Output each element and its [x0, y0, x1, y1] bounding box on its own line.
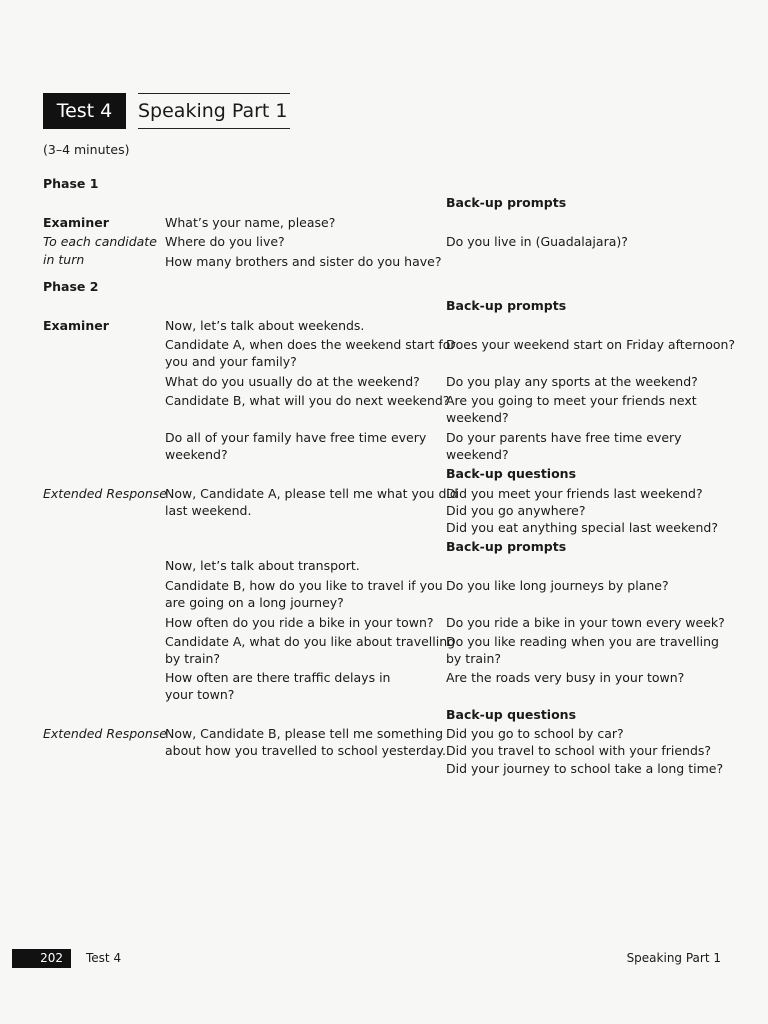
transport-prompt-4-line1: Do you like reading when you are travelling	[446, 634, 719, 649]
transport-question-5-line2: your town?	[165, 687, 235, 702]
transport-backup-heading: Back-up prompts	[446, 539, 567, 554]
transport-question-4-line2: by train?	[165, 651, 221, 666]
phase2-backup-question-1: Did you meet your friends last weekend?	[446, 486, 703, 501]
phase2-question-5-line1: Do all of your family have free time every	[165, 430, 427, 445]
footer-left-label: Test 4	[86, 951, 122, 965]
transport-prompt-4-line2: by train?	[446, 651, 502, 666]
phase2-question-2-line1: Candidate A, when does the weekend start for	[165, 337, 456, 352]
phase2-prompt-5-line2: weekend?	[446, 447, 509, 462]
transport-question-2-line2: are going on a long journey?	[165, 595, 344, 610]
duration-text: (3–4 minutes)	[43, 142, 130, 157]
transport-question-1: Now, let’s talk about transport.	[165, 558, 360, 573]
phase2-question-1: Now, let’s talk about weekends.	[165, 318, 365, 333]
phase2-extended-question-line1: Now, Candidate A, please tell me what you did	[165, 486, 458, 501]
transport-prompt-3: Do you ride a bike in your town every week?	[446, 615, 725, 630]
transport-extended-question-line2: about how you travelled to school yesterday.	[165, 743, 446, 758]
phase2-prompt-4-line2: weekend?	[446, 410, 509, 425]
phase1-heading: Phase 1	[43, 176, 99, 191]
transport-question-2-line1: Candidate B, how do you like to travel if you	[165, 578, 443, 593]
test-label-box: Test 4	[43, 93, 126, 129]
transport-backup-question-1: Did you go to school by car?	[446, 726, 624, 741]
phase1-examiner-label: Examiner	[43, 215, 109, 230]
phase2-backup-question-3: Did you eat anything special last weekend?	[446, 520, 718, 535]
phase2-question-2-line2: you and your family?	[165, 354, 297, 369]
phase1-note-line1: To each candidate	[43, 234, 157, 249]
phase2-question-3: What do you usually do at the weekend?	[165, 374, 420, 389]
phase2-extended-question-line2: last weekend.	[165, 503, 252, 518]
transport-question-5-line1: How often are there traffic delays in	[165, 670, 391, 685]
phase2-extended-response-label: Extended Response	[43, 486, 167, 501]
phase2-prompt-2: Does your weekend start on Friday afternoon?	[446, 337, 736, 352]
transport-extended-question-line1: Now, Candidate B, please tell me something	[165, 726, 444, 741]
phase2-backup-question-2: Did you go anywhere?	[446, 503, 586, 518]
transport-prompt-5: Are the roads very busy in your town?	[446, 670, 685, 685]
phase2-question-4: Candidate B, what will you do next weekend?	[165, 393, 450, 408]
phase2-backup-heading: Back-up prompts	[446, 298, 567, 313]
phase1-question-1: What’s your name, please?	[165, 215, 336, 230]
phase1-question-3: How many brothers and sister do you have?	[165, 254, 442, 269]
transport-question-4-line1: Candidate A, what do you like about travelling	[165, 634, 456, 649]
phase1-question-2: Where do you live?	[165, 234, 285, 249]
phase2-question-5-line2: weekend?	[165, 447, 228, 462]
phase1-prompt-2: Do you live in (Guadalajara)?	[446, 234, 628, 249]
transport-backup-questions-heading: Back-up questions	[446, 707, 577, 722]
transport-backup-question-2: Did you travel to school with your friends?	[446, 743, 712, 758]
transport-prompt-2: Do you like long journeys by plane?	[446, 578, 669, 593]
phase2-prompt-5-line1: Do your parents have free time every	[446, 430, 682, 445]
phase1-backup-heading: Back-up prompts	[446, 195, 567, 210]
page-number: 202	[12, 949, 71, 968]
phase2-backup-questions-heading: Back-up questions	[446, 466, 577, 481]
phase2-prompt-4-line1: Are you going to meet your friends next	[446, 393, 697, 408]
page-title: Speaking Part 1	[138, 93, 290, 129]
transport-question-3: How often do you ride a bike in your town?	[165, 615, 434, 630]
phase2-prompt-3: Do you play any sports at the weekend?	[446, 374, 698, 389]
transport-backup-question-3: Did your journey to school take a long time?	[446, 761, 724, 776]
phase1-note-line2: in turn	[43, 252, 85, 267]
phase2-examiner-label: Examiner	[43, 318, 109, 333]
phase2-heading: Phase 2	[43, 279, 99, 294]
footer-right-label: Speaking Part 1	[626, 951, 721, 965]
transport-extended-response-label: Extended Response	[43, 726, 167, 741]
